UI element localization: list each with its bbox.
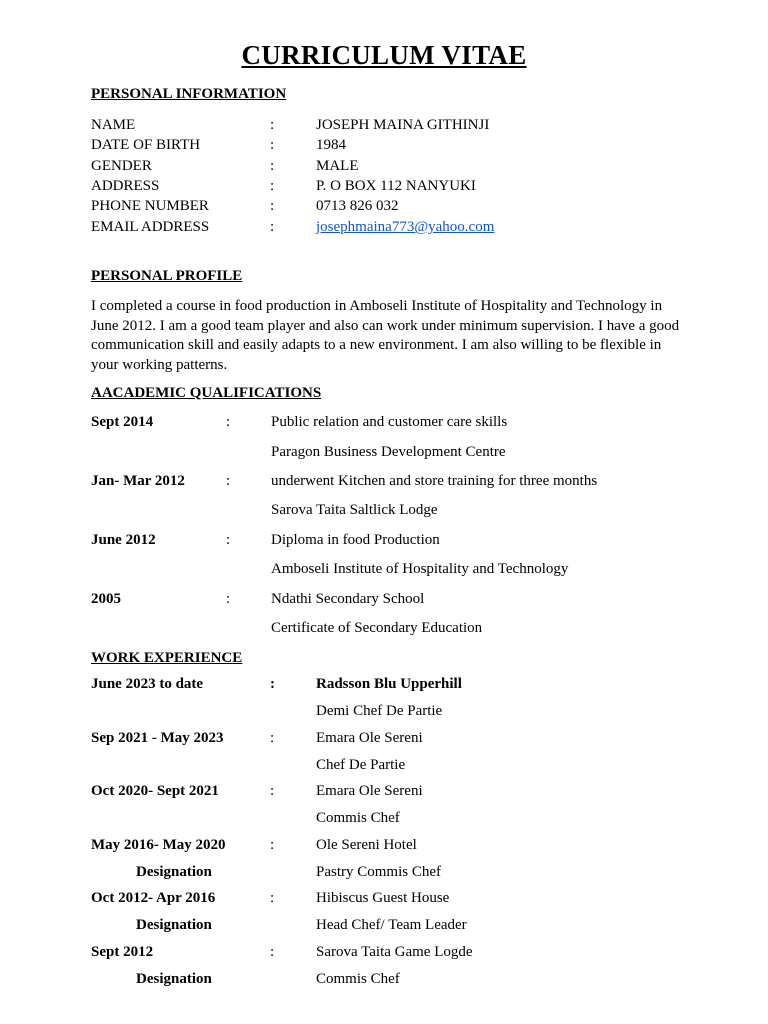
work-date: Oct 2012- Apr 2016: [91, 890, 216, 906]
work-role: Pastry Commis Chef: [316, 864, 442, 880]
academic-line2: Amboseli Institute of Hospitality and Technology: [271, 561, 569, 577]
personal-information-heading: PERSONAL INFORMATION: [91, 86, 287, 102]
info-separator: :: [270, 219, 275, 235]
academic-line1: Public relation and customer care skills: [271, 414, 508, 430]
academic-line2: Paragon Business Development Centre: [271, 444, 506, 460]
info-value: 1984: [316, 137, 346, 153]
info-value: JOSEPH MAINA GITHINJI: [316, 117, 490, 133]
academic-separator: :: [226, 414, 231, 430]
academic-date: June 2012: [91, 532, 156, 548]
academic-line1: underwent Kitchen and store training for three months: [271, 473, 598, 489]
info-label: NAME: [91, 117, 136, 133]
work-role: Demi Chef De Partie: [316, 703, 443, 719]
academic-line1: Ndathi Secondary School: [271, 591, 425, 607]
info-separator: :: [270, 117, 275, 133]
academic-date: Sept 2014: [91, 414, 154, 430]
info-separator: :: [270, 198, 275, 214]
work-role: Commis Chef: [316, 971, 400, 987]
info-label: EMAIL ADDRESS: [91, 219, 210, 235]
academic-date: Jan- Mar 2012: [91, 473, 185, 489]
academic-separator: :: [226, 532, 231, 548]
work-employer: Emara Ole Sereni: [316, 783, 423, 799]
work-designation-label: Designation: [136, 864, 212, 880]
personal-profile-text: I completed a course in food production in Amboseli Institute of Hospitality and Technology in June 2012. I am a good team player and also can work under minimum supervision. I have a good communication skill and easily adapts to a new environment. I am also willing to be flexible in your working patterns.: [91, 298, 680, 373]
work-date: Sept 2012: [91, 944, 154, 960]
email-link[interactable]: josephmaina773@yahoo.com: [316, 219, 495, 235]
info-label: DATE OF BIRTH: [91, 137, 201, 153]
academic-date: 2005: [91, 591, 121, 607]
work-employer: Radsson Blu Upperhill: [316, 676, 462, 692]
work-date: May 2016- May 2020: [91, 837, 226, 853]
work-employer: Ole Sereni Hotel: [316, 837, 417, 853]
info-separator: :: [270, 178, 275, 194]
info-value: MALE: [316, 158, 359, 174]
academic-separator: :: [226, 473, 231, 489]
info-separator: :: [270, 137, 275, 153]
work-employer: Emara Ole Sereni: [316, 730, 423, 746]
work-role: Commis Chef: [316, 810, 400, 826]
info-separator: :: [270, 158, 275, 174]
work-date: Oct 2020- Sept 2021: [91, 783, 219, 799]
academic-line2: Certificate of Secondary Education: [271, 620, 483, 636]
academic-line1: Diploma in food Production: [271, 532, 440, 548]
work-employer: Hibiscus Guest House: [316, 890, 450, 906]
work-separator: :: [270, 890, 275, 906]
info-value: 0713 826 032: [316, 198, 399, 214]
work-experience-heading: WORK EXPERIENCE: [91, 650, 243, 666]
info-label: GENDER: [91, 158, 152, 174]
work-role: Chef De Partie: [316, 757, 406, 773]
info-value: P. O BOX 112 NANYUKI: [316, 178, 476, 194]
academic-line2: Sarova Taita Saltlick Lodge: [271, 502, 438, 518]
work-role: Head Chef/ Team Leader: [316, 917, 467, 933]
info-label: PHONE NUMBER: [91, 198, 209, 214]
academic-heading: AACADEMIC QUALIFICATIONS: [91, 385, 322, 401]
work-designation-label: Designation: [136, 971, 212, 987]
work-separator: :: [270, 783, 275, 799]
work-separator: :: [270, 730, 275, 746]
work-employer: Sarova Taita Game Logde: [316, 944, 473, 960]
work-date: Sep 2021 - May 2023: [91, 730, 224, 746]
work-separator: :: [270, 837, 275, 853]
work-separator: :: [270, 676, 275, 692]
work-date: June 2023 to date: [91, 676, 204, 692]
work-separator: :: [270, 944, 275, 960]
personal-profile-heading: PERSONAL PROFILE: [91, 268, 243, 284]
page-title: CURRICULUM VITAE: [241, 40, 527, 70]
info-label: ADDRESS: [91, 178, 160, 194]
work-designation-label: Designation: [136, 917, 212, 933]
academic-separator: :: [226, 591, 231, 607]
